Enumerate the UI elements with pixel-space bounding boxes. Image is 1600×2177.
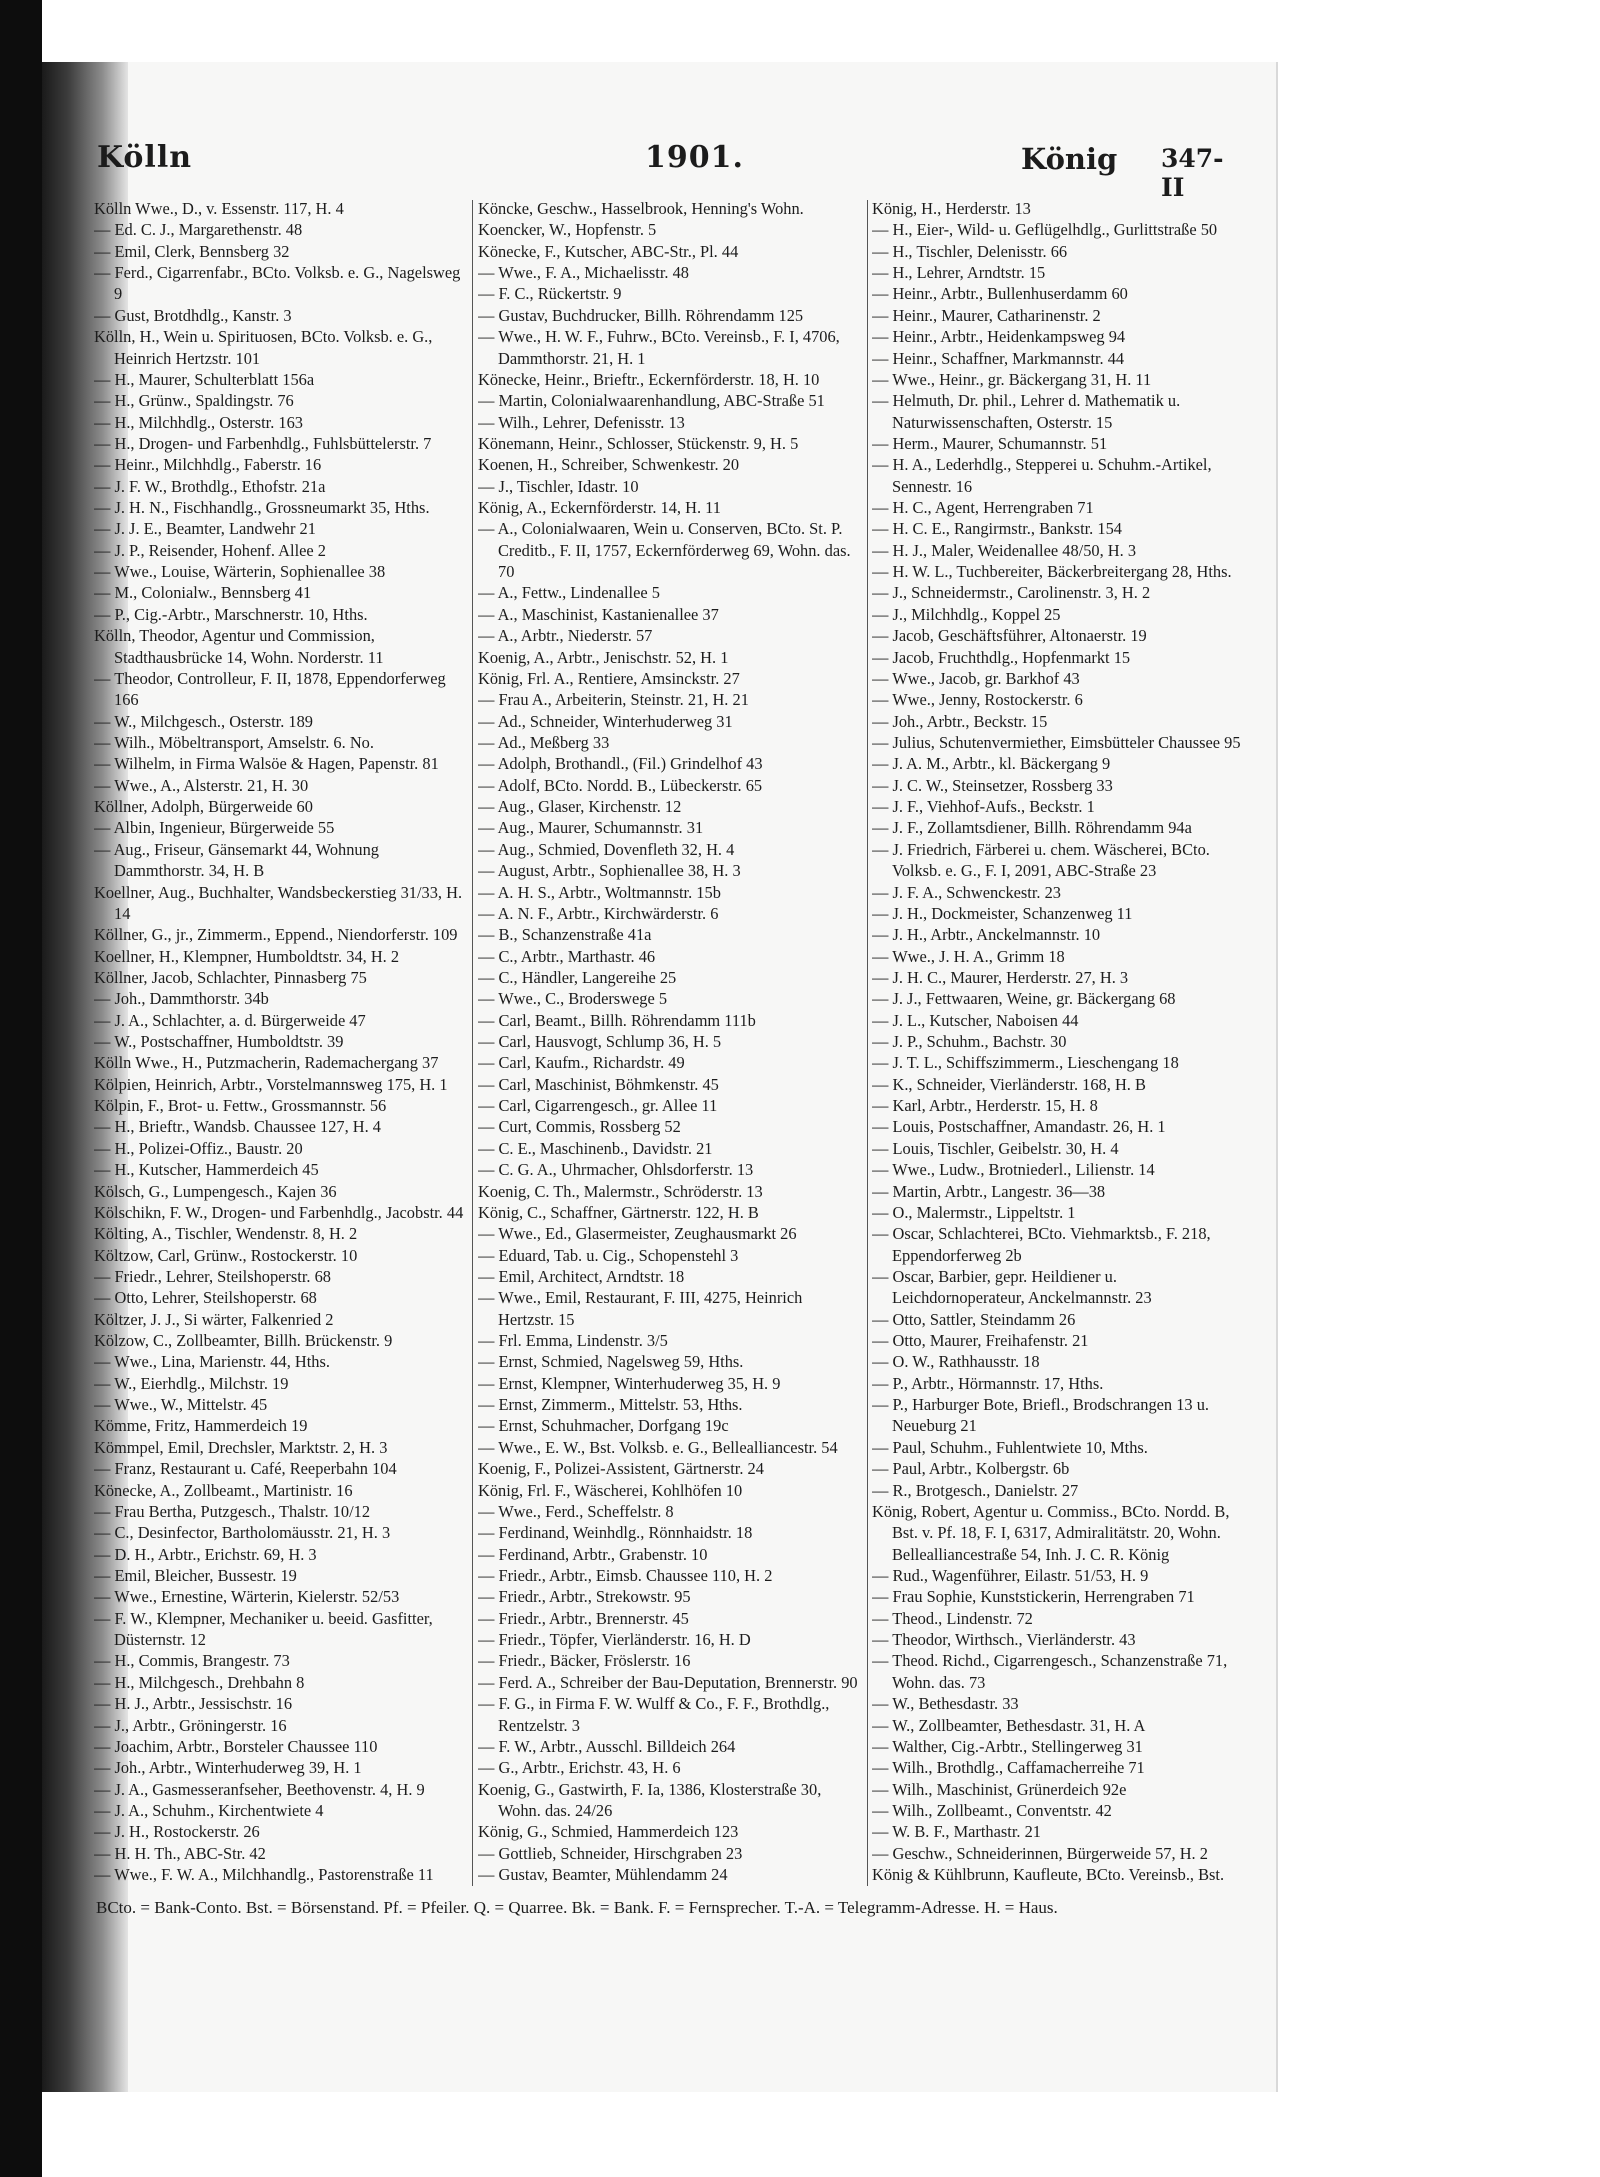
directory-entry: — J. A., Schlachter, a. d. Bürgerweide 47 <box>94 1010 366 1030</box>
directory-entry: — Wilh., Zollbeamt., Conventstr. 42 <box>872 1800 1112 1820</box>
directory-entry: — P., Cig.-Arbtr., Marschnerstr. 10, Hths. <box>94 604 368 624</box>
directory-entry: — A. N. F., Arbtr., Kirchwärderstr. 6 <box>478 903 719 923</box>
directory-entry: — Friedr., Arbtr., Brennerstr. 45 <box>478 1608 689 1628</box>
directory-entry: — W., Eierhdlg., Milchstr. 19 <box>94 1373 289 1393</box>
directory-entry: — H. H. Th., ABC-Str. 42 <box>94 1843 266 1863</box>
directory-entry: — F. G., in Firma F. W. Wulff & Co., F. F., Brothdlg., Rentzelstr. 3 <box>478 1694 830 1735</box>
directory-entry: Köllner, G., jr., Zimmerm., Eppend., Niendorferstr. 109 <box>94 925 458 945</box>
directory-entry: — Ed. C. J., Margarethenstr. 48 <box>94 220 303 240</box>
directory-entry: — J. F., Viehhof-Aufs., Beckstr. 1 <box>872 797 1095 817</box>
directory-entry: — Otto, Sattler, Steindamm 26 <box>872 1309 1076 1329</box>
directory-entry: — Wwe., C., Broderswege 5 <box>478 989 668 1009</box>
directory-entry: — Franz, Restaurant u. Café, Reeperbahn 104 <box>94 1459 397 1479</box>
directory-entry: — Ernst, Schuhmacher, Dorfgang 19c <box>478 1416 729 1436</box>
directory-entry: — J. H. C., Maurer, Herderstr. 27, H. 3 <box>872 967 1129 987</box>
directory-entry: — Geschw., Schneiderinnen, Bürgerweide 57, H. 2 <box>872 1843 1208 1863</box>
directory-entry: — J. P., Schuhm., Bachstr. 30 <box>872 1032 1067 1052</box>
directory-entry: — H. A., Lederhdlg., Stepperei u. Schuhm.-Artikel, Sennestr. 16 <box>872 455 1212 496</box>
directory-entry: Koenig, G., Gastwirth, F. Ia, 1386, Klosterstraße 30, Wohn. das. 24/26 <box>478 1779 822 1820</box>
directory-entry: — J. H., Rostockerstr. 26 <box>94 1822 260 1842</box>
directory-entry: — Heinr., Milchhdlg., Faberstr. 16 <box>94 455 322 475</box>
directory-entry: Koellner, H., Klempner, Humboldtstr. 34, H. 2 <box>94 946 400 966</box>
directory-entry: Koencker, W., Hopfenstr. 5 <box>478 220 657 240</box>
directory-entry: — H., Drogen- und Farbenhdlg., Fuhlsbüttelerstr. 7 <box>94 433 432 453</box>
directory-entry: — Wwe., Heinr., gr. Bäckergang 31, H. 11 <box>872 369 1152 389</box>
directory-entry: — Wwe., Louise, Wärterin, Sophienallee 38 <box>94 562 386 582</box>
directory-entry: — O. W., Rathhausstr. 18 <box>872 1352 1040 1372</box>
directory-entry: — Wilh., Möbeltransport, Amselstr. 6. No. <box>94 732 374 752</box>
scanner-edge <box>0 0 42 2177</box>
directory-entry: Köllner, Jacob, Schlachter, Pinnasberg 75 <box>94 967 367 987</box>
directory-entry: — H., Polizei-Offiz., Baustr. 20 <box>94 1138 303 1158</box>
directory-entry: — Wwe., Jenny, Rostockerstr. 6 <box>872 690 1083 710</box>
directory-entry: — Wwe., J. H. A., Grimm 18 <box>872 946 1065 966</box>
directory-entry: — Wilh., Brothdlg., Caffamacherreihe 71 <box>872 1758 1145 1778</box>
directory-entry: — Friedr., Lehrer, Steilshoperstr. 68 <box>94 1266 331 1286</box>
directory-entry: — J. L., Kutscher, Naboisen 44 <box>872 1010 1079 1030</box>
directory-entry: — A., Arbtr., Niederstr. 57 <box>478 626 653 646</box>
directory-entry: — Paul, Arbtr., Kolbergstr. 6b <box>872 1459 1070 1479</box>
directory-entry: — Oscar, Barbier, gepr. Heildiener u. Leichdornoperateur, Anckelmannstr. 23 <box>872 1266 1152 1308</box>
directory-entry: — Paul, Schuhm., Fuhlentwiete 10, Mths. <box>872 1437 1148 1457</box>
directory-entry: Kölzow, C., Zollbeamter, Billh. Brückenstr. 9 <box>94 1331 393 1351</box>
directory-entry: Kölsch, G., Lumpengesch., Kajen 36 <box>94 1181 337 1201</box>
directory-entry: — Wwe., E. W., Bst. Volksb. e. G., Bellealliancestr. 54 <box>478 1437 838 1457</box>
directory-entry: — J. J. E., Beamter, Landwehr 21 <box>94 519 316 539</box>
directory-entry: — B., Schanzenstraße 41a <box>478 925 652 945</box>
directory-entry: — Ernst, Schmied, Nagelsweg 59, Hths. <box>478 1352 744 1372</box>
directory-entry: — P., Arbtr., Hörmannstr. 17, Hths. <box>872 1373 1104 1393</box>
directory-entry: — Gust, Brotdhdlg., Kanstr. 3 <box>94 305 292 325</box>
directory-entry: — Otto, Lehrer, Steilshoperstr. 68 <box>94 1288 317 1308</box>
directory-entry: — D. H., Arbtr., Erichstr. 69, H. 3 <box>94 1544 317 1564</box>
directory-entry: — C., Händler, Langereihe 25 <box>478 967 677 987</box>
directory-entry: — Friedr., Bäcker, Fröslerstr. 16 <box>478 1651 691 1671</box>
directory-entry: — Karl, Arbtr., Herderstr. 15, H. 8 <box>872 1096 1098 1116</box>
directory-entry: — J. Friedrich, Färberei u. chem. Wäscherei, BCto. Volksb. e. G., F. I, 2091, ABC-Straße 23 <box>872 839 1210 881</box>
directory-entry: — Heinr., Schaffner, Markmannstr. 44 <box>872 348 1125 368</box>
directory-entry: — J. T. L., Schiffszimmerm., Lieschengang 18 <box>872 1053 1179 1073</box>
directory-entry: — M., Colonialw., Bennsberg 41 <box>94 583 312 603</box>
directory-entry: — Heinr., Arbtr., Bullenhuserdamm 60 <box>872 284 1128 304</box>
directory-entry: — Curt, Commis, Rossberg 52 <box>478 1117 681 1137</box>
directory-entry: — J. J., Fettwaaren, Weine, gr. Bäckergang 68 <box>872 989 1176 1009</box>
directory-entry: — Carl, Maschinist, Böhmkenstr. 45 <box>478 1074 719 1094</box>
directory-entry: — Friedr., Arbtr., Eimsb. Chaussee 110, H. 2 <box>478 1566 773 1585</box>
directory-entry: — Emil, Architect, Arndtstr. 18 <box>478 1266 685 1286</box>
directory-entry: — Theodor, Wirthsch., Vierländerstr. 43 <box>872 1630 1136 1650</box>
directory-entry: König, Frl. F., Wäscherei, Kohlhöfen 10 <box>478 1480 743 1500</box>
directory-entry <box>94 1885 466 1886</box>
directory-entry: — H., Tischler, Delenisstr. 66 <box>872 241 1068 261</box>
directory-entry: — Frau Bertha, Putzgesch., Thalstr. 10/12 <box>94 1501 371 1521</box>
directory-entry: — J., Schneidermstr., Carolinenstr. 3, H. 2 <box>872 583 1151 603</box>
directory-entry: — Frau A., Arbeiterin, Steinstr. 21, H. 21 <box>478 690 749 710</box>
directory-entry: — Wwe., Ernestine, Wärterin, Kielerstr. 52/53 <box>94 1587 400 1607</box>
directory-entry: Könemann, Heinr., Schlosser, Stückenstr. 9, H. 5 <box>478 433 799 453</box>
directory-entry: — A., Colonialwaaren, Wein u. Conserven, BCto. St. P. Creditb., F. II, 1757, Eckernförderweg 69, Wohn. das. 70 <box>478 519 851 582</box>
directory-entry: — Carl, Cigarrengesch., gr. Allee 11 <box>478 1096 718 1116</box>
directory-entry: — Carl, Hausvogt, Schlump 36, H. 5 <box>478 1032 722 1052</box>
directory-entry: Kölpien, Heinrich, Arbtr., Vorstelmannsweg 175, H. 1 <box>94 1074 448 1094</box>
directory-entry: — W., Bethesdastr. 33 <box>872 1694 1019 1714</box>
directory-entry: — Eduard, Tab. u. Cig., Schopenstehl 3 <box>478 1245 739 1265</box>
directory-entry: — O., Malermstr., Lippeltstr. 1 <box>872 1202 1076 1222</box>
directory-entry: — H. J., Maler, Weidenallee 48/50, H. 3 <box>872 540 1137 560</box>
directory-entry: — Jacob, Fruchthdlg., Hopfenmarkt 15 <box>872 647 1131 667</box>
directory-entry: Könecke, A., Zollbeamt., Martinistr. 16 <box>94 1480 353 1500</box>
directory-entry: — H., Kutscher, Hammerdeich 45 <box>94 1160 319 1180</box>
directory-entry: — Martin, Arbtr., Langestr. 36—38 <box>872 1181 1106 1201</box>
directory-entry: — Wwe., Lina, Marienstr. 44, Hths. <box>94 1352 330 1372</box>
directory-entry: Koenig, F., Polizei-Assistent, Gärtnerstr. 24 <box>478 1459 764 1479</box>
directory-entry: Koenig, A., Arbtr., Jenischstr. 52, H. 1 <box>478 647 729 667</box>
directory-entry: König, C., Schaffner, Gärtnerstr. 122, H. B <box>478 1202 759 1222</box>
directory-entry: — Friedr., Töpfer, Vierländerstr. 16, H. D <box>478 1630 751 1650</box>
column-divider <box>867 200 868 1886</box>
directory-entry: — H., Milchgesch., Drehbahn 8 <box>94 1672 305 1692</box>
directory-entry: Kölpin, F., Brot- u. Fettw., Grossmannstr. 56 <box>94 1096 387 1116</box>
directory-entry: — J. H., Dockmeister, Schanzenweg 11 <box>872 903 1133 923</box>
directory-entry: — Joachim, Arbtr., Borsteler Chaussee 110 <box>94 1736 378 1756</box>
directory-entry: — Oscar, Schlachterei, BCto. Viehmarktsb., F. 218, Eppendorferweg 2b <box>872 1224 1211 1265</box>
directory-column-1 <box>94 198 466 1886</box>
directory-entry: — C., Arbtr., Marthastr. 46 <box>478 946 656 966</box>
directory-entry: — R., Brotgesch., Danielstr. 27 <box>872 1480 1079 1500</box>
directory-entry: — H. C., Agent, Herrengraben 71 <box>872 498 1094 518</box>
directory-columns <box>94 198 1244 1886</box>
directory-entry: — K., Schneider, Vierländerstr. 168, H. B <box>872 1074 1146 1094</box>
directory-entry: Költzer, J. J., Si wärter, Falkenried 2 <box>94 1309 334 1329</box>
directory-entry: — Aug., Friseur, Gänsemarkt 44, Wohnung Dammthorstr. 34, H. B <box>94 839 379 881</box>
directory-entry: — Wilhelm, in Firma Walsöe & Hagen, Papenstr. 81 <box>94 754 439 774</box>
directory-entry: — A., Fettw., Lindenallee 5 <box>478 583 660 603</box>
directory-entry: — A., Maschinist, Kastanienallee 37 <box>478 604 719 624</box>
header-right-word: König <box>1021 142 1118 176</box>
directory-entry: — Ad., Schneider, Winterhuderweg 31 <box>478 711 733 731</box>
directory-entry: — Gottlieb, Schneider, Hirschgraben 23 <box>478 1843 743 1863</box>
directory-entry: — C., Desinfector, Bartholomäusstr. 21, H. 3 <box>94 1523 391 1543</box>
directory-entry: — J. F. A., Schwenckestr. 23 <box>872 882 1061 902</box>
directory-entry: — J. H. N., Fischhandlg., Grossneumarkt 35, Hths. <box>94 498 430 518</box>
directory-entry: — Gustav, Buchdrucker, Billh. Röhrendamm 125 <box>478 305 804 325</box>
directory-entry: — Wwe., H. W. F., Fuhrw., BCto. Vereinsb., F. I, 4706, Dammthorstr. 21, H. 1 <box>478 327 840 368</box>
header-left-word: Kölln <box>97 140 193 175</box>
directory-entry: — H., Eier-, Wild- u. Geflügelhdlg., Gurlittstraße 50 <box>872 220 1218 240</box>
directory-entry: — Albin, Ingenieur, Bürgerweide 55 <box>94 818 335 838</box>
directory-entry: — Carl, Beamt., Billh. Röhrendamm 111b <box>478 1010 756 1030</box>
directory-entry: — Martin, Colonialwaarenhandlung, ABC-Straße 51 <box>478 391 825 411</box>
directory-entry: — Wwe., A., Alsterstr. 21, H. 30 <box>94 775 309 795</box>
directory-entry: — Joh., Arbtr., Winterhuderweg 39, H. 1 <box>94 1758 362 1778</box>
directory-entry: — Louis, Tischler, Geibelstr. 30, H. 4 <box>872 1138 1119 1158</box>
directory-entry: — Wwe., F. A., Michaelisstr. 48 <box>478 263 689 283</box>
directory-entry: — August, Arbtr., Sophienallee 38, H. 3 <box>478 861 741 881</box>
directory-entry: — Ferdinand, Weinhdlg., Rönnhaidstr. 18 <box>478 1523 753 1543</box>
directory-entry: — Aug., Schmied, Dovenfleth 32, H. 4 <box>478 839 735 859</box>
directory-entry: — Adolph, Brothandl., (Fil.) Grindelhof 43 <box>478 754 763 774</box>
directory-entry: — A. H. S., Arbtr., Woltmannstr. 15b <box>478 882 721 902</box>
directory-entry: — W., Zollbeamter, Bethesdastr. 31, H. A <box>872 1715 1146 1735</box>
directory-entry: — Julius, Schutenvermiether, Eimsbütteler Chaussee 95 <box>872 732 1241 752</box>
directory-entry: — Wwe., Ferd., Scheffelstr. 8 <box>478 1501 674 1521</box>
directory-entry: — Wwe., Jacob, gr. Barkhof 43 <box>872 668 1080 688</box>
abbreviation-legend: BCto. = Bank-Conto. Bst. = Börsenstand. Pf. = Pfeiler. Q. = Quarree. Bk. = Bank. F. = Fernsprecher. T.-A. = Telegramm-Adresse. H. = Haus. <box>96 1898 1058 1917</box>
directory-entry: Költing, A., Tischler, Wendenstr. 8, H. 2 <box>94 1224 358 1244</box>
directory-entry: — W. B. F., Marthastr. 21 <box>872 1822 1041 1842</box>
directory-entry: — Emil, Clerk, Bennsberg 32 <box>94 241 290 261</box>
directory-entry: — Heinr., Maurer, Catharinenstr. 2 <box>872 305 1101 325</box>
directory-entry: — Gustav, Beamter, Mühlendamm 24 <box>478 1865 728 1885</box>
directory-entry: — H., Lehrer, Arndtstr. 15 <box>872 263 1046 283</box>
directory-entry: — H., Grünw., Spaldingstr. 76 <box>94 391 294 411</box>
directory-entry: — J. H., Arbtr., Anckelmannstr. 10 <box>872 925 1101 945</box>
directory-entry: Kölschikn, F. W., Drogen- und Farbenhdlg., Jacobstr. 44 <box>94 1202 464 1222</box>
page-number: 347-II <box>1161 144 1224 202</box>
directory-entry: — Jacob, Geschäftsführer, Altonaerstr. 19 <box>872 626 1147 646</box>
directory-entry: Kömmpel, Emil, Drechsler, Marktstr. 2, H. 3 <box>94 1437 388 1457</box>
directory-entry: — Ferd. A., Schreiber der Bau-Deputation, Brennerstr. 90 <box>478 1672 858 1692</box>
directory-entry: — Ferdinand, Arbtr., Grabenstr. 10 <box>478 1544 708 1564</box>
directory-entry: König & Kühlbrunn, Kaufleute, BCto. Vereinsb., Bst. <box>872 1865 1225 1885</box>
directory-entry: Kömme, Fritz, Hammerdeich 19 <box>94 1416 308 1436</box>
directory-entry: Koenen, H., Schreiber, Schwenkestr. 20 <box>478 455 740 475</box>
directory-entry: Költzow, Carl, Grünw., Rostockerstr. 10 <box>94 1245 358 1265</box>
directory-entry: — Wwe., F. W. A., Milchhandlg., Pastorenstraße 11 <box>94 1865 434 1885</box>
directory-entry: — Frl. Emma, Lindenstr. 3/5 <box>478 1331 668 1351</box>
directory-entry: — Louis, Postschaffner, Amandastr. 26, H. 1 <box>872 1117 1166 1137</box>
page-header <box>85 140 1240 202</box>
directory-entry: — J. A., Schuhm., Kirchentwiete 4 <box>94 1800 324 1820</box>
directory-entry: — Joh., Dammthorstr. 34b <box>94 989 269 1009</box>
directory-entry: Koenig, C. Th., Malermstr., Schröderstr. 13 <box>478 1181 763 1201</box>
directory-entry <box>478 1885 862 1886</box>
directory-entry: Koellner, Aug., Buchhalter, Wandsbeckerstieg 31/33, H. 14 <box>94 882 463 923</box>
directory-entry: — J., Tischler, Idastr. 10 <box>478 476 639 496</box>
directory-entry: König, Frl. A., Rentiere, Amsinckstr. 27 <box>478 668 740 688</box>
directory-entry: — Wwe., Ed., Glasermeister, Zeughausmarkt 26 <box>478 1224 797 1244</box>
directory-entry: — J. F. W., Brothdlg., Ethofstr. 21a <box>94 476 326 496</box>
directory-column-3 <box>872 198 1244 1886</box>
directory-entry: Kölln Wwe., H., Putzmacherin, Rademachergang 37 <box>94 1053 439 1073</box>
directory-entry: Könecke, F., Kutscher, ABC-Str., Pl. 44 <box>478 241 739 261</box>
directory-entry: — Emil, Bleicher, Bussestr. 19 <box>94 1566 297 1585</box>
directory-entry: — H., Commis, Brangestr. 73 <box>94 1651 290 1671</box>
directory-entry: — C. E., Maschinenb., Davidstr. 21 <box>478 1138 713 1158</box>
directory-entry: — F. W., Klempner, Mechaniker u. beeid. Gasfitter, Düsternstr. 12 <box>94 1608 433 1650</box>
directory-entry: — Theod. Richd., Cigarrengesch., Schanzenstraße 71, Wohn. das. 73 <box>872 1651 1228 1692</box>
directory-entry: — J. A. M., Arbtr., kl. Bäckergang 9 <box>872 754 1111 774</box>
directory-entry: — Wwe., Ludw., Brotniederl., Lilienstr. 14 <box>872 1160 1155 1180</box>
directory-column-2 <box>478 198 862 1886</box>
directory-entry: König, H., Herderstr. 13 <box>872 199 1031 218</box>
directory-entry: — G., Arbtr., Erichstr. 43, H. 6 <box>478 1758 681 1778</box>
directory-entry: — H. C. E., Rangirmstr., Bankstr. 154 <box>872 519 1122 539</box>
directory-entry: Kölln, H., Wein u. Spirituosen, BCto. Volksb. e. G., Heinrich Hertzstr. 101 <box>94 327 433 368</box>
directory-entry: — Adolf, BCto. Nordd. B., Lübeckerstr. 65 <box>478 775 763 795</box>
directory-entry: — Ad., Meßberg 33 <box>478 732 610 752</box>
directory-entry: — Wilh., Lehrer, Defenisstr. 13 <box>478 412 685 432</box>
directory-entry: — Rud., Wagenführer, Eilastr. 51/53, H. 9 <box>872 1566 1149 1585</box>
directory-entry: — J. C. W., Steinsetzer, Rossberg 33 <box>872 775 1113 795</box>
directory-entry: — Theodor, Controlleur, F. II, 1878, Eppendorferweg 166 <box>94 668 446 710</box>
directory-entry: — Friedr., Arbtr., Strekowstr. 95 <box>478 1587 691 1607</box>
directory-entry: — Helmuth, Dr. phil., Lehrer d. Mathematik u. Naturwissenschaften, Osterstr. 15 <box>872 391 1181 432</box>
directory-entry: Kölln, Theodor, Agentur und Commission, Stadthausbrücke 14, Wohn. Norderstr. 11 <box>94 626 384 667</box>
directory-entry: — H. J., Arbtr., Jessischstr. 16 <box>94 1694 293 1714</box>
directory-entry: — Ernst, Zimmerm., Mittelstr. 53, Hths. <box>478 1395 743 1415</box>
column-divider <box>472 200 473 1886</box>
directory-entry: — J. A., Gasmesseranfseher, Beethovenstr. 4, H. 9 <box>94 1779 425 1799</box>
directory-entry: — H., Milchhdlg., Osterstr. 163 <box>94 412 303 432</box>
directory-entry: — Wilh., Maschinist, Grünerdeich 92e <box>872 1779 1127 1799</box>
directory-entry: — F. C., Rückertstr. 9 <box>478 284 622 304</box>
directory-entry: — J., Arbtr., Gröningerstr. 16 <box>94 1715 287 1735</box>
directory-entry: — Heinr., Arbtr., Heidenkampsweg 94 <box>872 327 1126 347</box>
directory-entry: — H. W. L., Tuchbereiter, Bäckerbreitergang 28, Hths. <box>872 562 1232 582</box>
directory-entry: König, Robert, Agentur u. Commiss., BCto. Nordd. B, Bst. v. Pf. 18, F. I, 6317, Admiralitätstr. 20, Wohn. Bellealliancestraße 54, Inh. J. C. R. König <box>872 1501 1230 1564</box>
directory-entry: — Ernst, Klempner, Winterhuderweg 35, H. 9 <box>478 1373 781 1393</box>
directory-entry: — Aug., Glaser, Kirchenstr. 12 <box>478 797 682 817</box>
directory-entry: — J., Milchhdlg., Koppel 25 <box>872 604 1061 624</box>
directory-entry: König, A., Eckernförderstr. 14, H. 11 <box>478 498 721 518</box>
directory-entry: Köllner, Adolph, Bürgerweide 60 <box>94 797 313 817</box>
directory-entry: — C. G. A., Uhrmacher, Ohlsdorferstr. 13 <box>478 1160 754 1180</box>
directory-entry: — Wwe., Emil, Restaurant, F. III, 4275, Heinrich Hertzstr. 15 <box>478 1288 803 1329</box>
directory-entry: — W., Postschaffner, Humboldtstr. 39 <box>94 1032 344 1052</box>
directory-entry: — Wwe., W., Mittelstr. 45 <box>94 1395 268 1415</box>
directory-entry: — H., Maurer, Schulterblatt 156a <box>94 369 315 389</box>
header-year: 1901. <box>645 140 744 175</box>
directory-entry: — F. W., Arbtr., Ausschl. Billdeich 264 <box>478 1736 736 1756</box>
directory-entry: — Otto, Maurer, Freihafenstr. 21 <box>872 1331 1089 1351</box>
directory-entry: — W., Milchgesch., Osterstr. 189 <box>94 711 313 731</box>
directory-entry: — Ferd., Cigarrenfabr., BCto. Volksb. e. G., Nagelsweg 9 <box>94 263 461 304</box>
directory-entry: Köncke, Geschw., Hasselbrook, Henning's Wohn. <box>478 199 804 218</box>
directory-entry: — J. P., Reisender, Hohenf. Allee 2 <box>94 540 326 560</box>
directory-entry: — Carl, Kaufm., Richardstr. 49 <box>478 1053 685 1073</box>
directory-entry: — Frau Sophie, Kunststickerin, Herrengraben 71 <box>872 1587 1195 1607</box>
directory-entry: Könecke, Heinr., Brieftr., Eckernförderstr. 18, H. 10 <box>478 369 820 389</box>
directory-entry: König, G., Schmied, Hammerdeich 123 <box>478 1822 739 1842</box>
directory-entry: — Theod., Lindenstr. 72 <box>872 1608 1033 1628</box>
directory-entry: — Herm., Maurer, Schumannstr. 51 <box>872 433 1108 453</box>
directory-entry: — J. F., Zollamtsdiener, Billh. Röhrendamm 94a <box>872 818 1192 838</box>
directory-entry: — P., Harburger Bote, Briefl., Brodschrangen 13 u. Neueburg 21 <box>872 1395 1210 1436</box>
directory-entry: — H., Brieftr., Wandsb. Chaussee 127, H. 4 <box>94 1117 382 1137</box>
directory-entry: — Aug., Maurer, Schumannstr. 31 <box>478 818 704 838</box>
directory-entry: — Walther, Cig.-Arbtr., Stellingerweg 31 <box>872 1736 1143 1756</box>
directory-entry: Kölln Wwe., D., v. Essenstr. 117, H. 4 <box>94 199 344 218</box>
directory-entry: — Joh., Arbtr., Beckstr. 15 <box>872 711 1048 731</box>
